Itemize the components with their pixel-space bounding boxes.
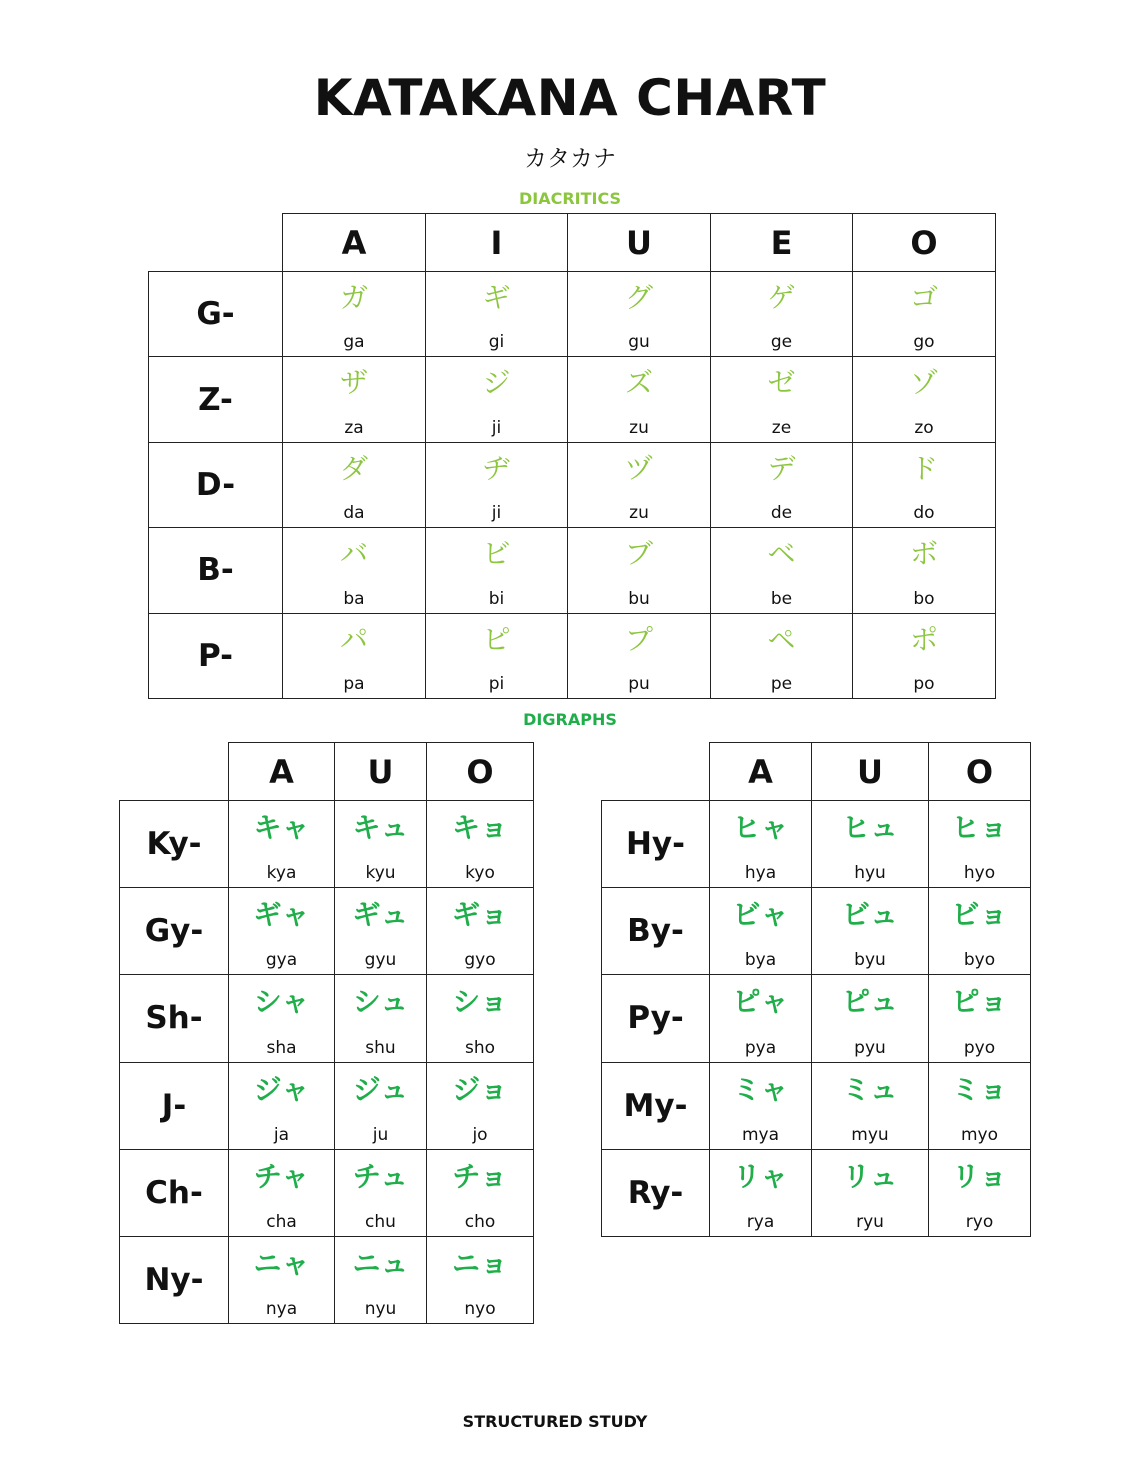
katakana-character: キュ <box>352 811 409 844</box>
romaji-reading: kyu <box>365 863 396 884</box>
katakana-character: ダ <box>339 451 368 485</box>
kana-cell <box>710 271 853 357</box>
kana-cell <box>426 1149 534 1237</box>
romaji-reading: zu <box>629 417 649 438</box>
katakana-character: ピョ <box>951 985 1008 1019</box>
romaji-reading: de <box>770 503 793 524</box>
romaji-reading: za <box>344 417 364 438</box>
kana-cell <box>710 442 853 528</box>
romaji-reading: zo <box>914 417 934 438</box>
row-label: D- <box>148 442 283 528</box>
katakana-character: シャ <box>253 985 310 1019</box>
kana-cell <box>709 887 812 975</box>
kana-cell <box>334 887 427 975</box>
romaji-reading: zu <box>629 503 649 524</box>
katakana-character: チョ <box>452 1159 508 1193</box>
kana-cell <box>928 974 1031 1062</box>
column-header: A <box>709 742 812 801</box>
kana-cell <box>425 527 568 613</box>
row-label: Py- <box>601 974 710 1062</box>
romaji-reading: kya <box>266 863 297 884</box>
katakana-character: ジ <box>482 366 511 400</box>
romaji-reading: sha <box>266 1037 297 1058</box>
romaji-reading: gyu <box>364 950 397 971</box>
katakana-character: ボ <box>909 537 938 571</box>
romaji-reading: ze <box>771 417 792 438</box>
row-label: G- <box>148 271 283 357</box>
romaji-reading: gi <box>488 332 505 353</box>
kana-cell <box>852 356 996 442</box>
katakana-character: ゾ <box>909 366 938 400</box>
romaji-reading: ge <box>770 332 793 353</box>
kana-cell <box>567 527 711 613</box>
kana-cell <box>334 1236 427 1324</box>
romaji-reading: pu <box>628 673 650 694</box>
romaji-reading: nyo <box>464 1299 496 1320</box>
kana-cell <box>426 800 534 888</box>
footer-brand: STRUCTURED STUDY <box>462 1412 648 1431</box>
kana-cell <box>567 613 711 699</box>
katakana-character: ビ <box>482 537 511 571</box>
katakana-character: キャ <box>253 811 310 844</box>
romaji-reading: nyu <box>364 1299 397 1320</box>
kana-cell <box>334 1062 427 1150</box>
katakana-character: リョ <box>951 1159 1008 1193</box>
row-label: My- <box>601 1062 710 1150</box>
katakana-character: チュ <box>352 1159 409 1193</box>
romaji-reading: da <box>343 503 365 524</box>
romaji-reading: pya <box>744 1037 777 1058</box>
romaji-reading: myo <box>960 1124 999 1145</box>
katakana-character: ザ <box>339 366 368 400</box>
romaji-reading: pyo <box>963 1037 996 1058</box>
row-label: J- <box>119 1062 229 1150</box>
romaji-reading: hya <box>744 863 777 884</box>
row-label: P- <box>148 613 283 699</box>
katakana-character: ニョ <box>451 1247 508 1280</box>
row-label: Sh- <box>119 974 229 1062</box>
kana-cell <box>709 1149 812 1237</box>
kana-cell <box>567 271 711 357</box>
katakana-character: ピ <box>482 622 511 656</box>
kana-cell <box>425 613 568 699</box>
katakana-character: ニャ <box>253 1247 310 1280</box>
romaji-reading: po <box>913 673 935 694</box>
katakana-character: ギ <box>482 281 511 314</box>
katakana-character: プ <box>624 622 653 656</box>
katakana-character: ギョ <box>451 898 508 932</box>
katakana-character: ヒョ <box>951 811 1008 844</box>
kana-cell <box>228 887 335 975</box>
kana-cell <box>228 800 335 888</box>
section-heading-diacritics: DIACRITICS <box>518 189 622 208</box>
romaji-reading: byu <box>854 950 886 971</box>
row-label: Hy- <box>601 800 710 888</box>
romaji-reading: gyo <box>464 950 496 971</box>
row-label: Ry- <box>601 1149 710 1237</box>
row-label: By- <box>601 887 710 975</box>
kana-cell <box>709 1062 812 1150</box>
romaji-reading: bya <box>744 950 777 971</box>
kana-cell <box>928 800 1031 888</box>
romaji-reading: do <box>913 503 935 524</box>
katakana-character: キョ <box>451 811 508 844</box>
katakana-character: ショ <box>452 985 508 1019</box>
katakana-character: ピャ <box>732 985 789 1019</box>
page-title: KATAKANA CHART <box>313 69 827 127</box>
kana-cell <box>811 800 929 888</box>
romaji-reading: pyu <box>854 1037 886 1058</box>
column-header: U <box>811 742 929 801</box>
kana-cell <box>425 356 568 442</box>
kana-cell <box>282 356 426 442</box>
romaji-reading: bu <box>628 588 650 609</box>
row-label: Gy- <box>119 887 229 975</box>
katakana-character: ペ <box>767 622 796 656</box>
romaji-reading: gya <box>265 950 298 971</box>
column-header: O <box>928 742 1031 801</box>
katakana-character: ズ <box>624 366 653 400</box>
kana-cell <box>852 271 996 357</box>
katakana-character: リュ <box>842 1159 898 1193</box>
kana-cell <box>426 1062 534 1150</box>
romaji-reading: hyo <box>963 863 996 884</box>
kana-cell <box>710 356 853 442</box>
column-header: E <box>710 213 853 272</box>
row-label: B- <box>148 527 283 613</box>
katakana-character: ゴ <box>909 281 938 314</box>
row-label: Ch- <box>119 1149 229 1237</box>
katakana-character: ビュ <box>841 898 898 932</box>
kana-cell <box>334 800 427 888</box>
kana-cell <box>282 527 426 613</box>
katakana-character: バ <box>339 537 368 571</box>
kana-cell <box>228 974 335 1062</box>
romaji-reading: ryo <box>965 1211 994 1232</box>
katakana-character: ギャ <box>253 898 310 932</box>
katakana-character: ヂ <box>482 451 511 485</box>
romaji-reading: cha <box>266 1211 297 1232</box>
kana-cell <box>567 442 711 528</box>
kana-cell <box>228 1236 335 1324</box>
romaji-reading: rya <box>746 1211 775 1232</box>
romaji-reading: bi <box>488 588 505 609</box>
romaji-reading: chu <box>365 1211 396 1232</box>
katakana-character: ベ <box>767 537 796 571</box>
column-header: I <box>425 213 568 272</box>
katakana-character: ビョ <box>951 898 1008 932</box>
katakana-character: ニュ <box>352 1247 409 1280</box>
kana-cell <box>852 613 996 699</box>
kana-cell <box>425 271 568 357</box>
romaji-reading: mya <box>741 1124 780 1145</box>
romaji-reading: ju <box>372 1124 389 1145</box>
romaji-reading: ja <box>273 1124 290 1145</box>
kana-cell <box>928 1149 1031 1237</box>
kana-cell <box>426 974 534 1062</box>
romaji-reading: sho <box>464 1037 496 1058</box>
katakana-character: ガ <box>339 281 368 314</box>
kana-cell <box>811 1062 929 1150</box>
romaji-reading: byo <box>963 950 996 971</box>
kana-cell <box>710 613 853 699</box>
katakana-character: ヅ <box>624 451 653 485</box>
romaji-reading: ryu <box>856 1211 884 1232</box>
kana-cell <box>811 1149 929 1237</box>
katakana-character: シュ <box>352 985 409 1019</box>
kana-cell <box>811 974 929 1062</box>
katakana-character: デ <box>767 451 796 485</box>
katakana-character: ジュ <box>352 1072 409 1106</box>
romaji-reading: gu <box>628 332 650 353</box>
section-heading-digraphs: DIGRAPHS <box>523 710 617 729</box>
column-header: A <box>282 213 426 272</box>
romaji-reading: pi <box>488 673 505 694</box>
kana-cell <box>282 442 426 528</box>
katakana-character: ブ <box>624 537 653 571</box>
kana-cell <box>334 974 427 1062</box>
kana-cell <box>334 1149 427 1237</box>
kana-cell <box>709 974 812 1062</box>
katakana-character: ミョ <box>951 1072 1008 1106</box>
katakana-character: ゼ <box>767 366 796 400</box>
kana-cell <box>928 1062 1031 1150</box>
romaji-reading: go <box>913 332 935 353</box>
romaji-reading: jo <box>472 1124 488 1145</box>
katakana-character: ポ <box>909 622 938 656</box>
romaji-reading: nya <box>265 1299 298 1320</box>
column-header: O <box>852 213 996 272</box>
kana-cell <box>811 887 929 975</box>
katakana-character: ギュ <box>352 898 409 932</box>
romaji-reading: ji <box>491 417 502 438</box>
kana-cell <box>710 527 853 613</box>
column-header: U <box>567 213 711 272</box>
kana-cell <box>282 271 426 357</box>
romaji-reading: be <box>770 588 793 609</box>
kana-cell <box>426 1236 534 1324</box>
kana-cell <box>709 800 812 888</box>
katakana-character: ビャ <box>732 898 789 932</box>
kana-cell <box>852 527 996 613</box>
kana-cell <box>282 613 426 699</box>
katakana-character: ミャ <box>732 1072 789 1106</box>
romaji-reading: pa <box>343 673 365 694</box>
column-header: U <box>334 742 427 801</box>
column-header: A <box>228 742 335 801</box>
katakana-character: グ <box>624 281 653 314</box>
kana-cell <box>228 1062 335 1150</box>
row-label: Ny- <box>119 1236 229 1324</box>
romaji-reading: kyo <box>465 863 495 884</box>
column-header: O <box>426 742 534 801</box>
kana-cell <box>928 887 1031 975</box>
katakana-character: ヒャ <box>732 811 789 844</box>
kana-cell <box>425 442 568 528</box>
katakana-character: チャ <box>253 1159 310 1193</box>
katakana-character: ヒュ <box>841 811 898 844</box>
katakana-character: ゲ <box>767 281 796 314</box>
katakana-character: ド <box>909 451 938 485</box>
kana-cell <box>228 1149 335 1237</box>
katakana-character: ピュ <box>841 985 898 1019</box>
romaji-reading: hyu <box>854 863 886 884</box>
romaji-reading: shu <box>365 1037 396 1058</box>
page-subtitle: カタカナ <box>524 146 616 172</box>
kana-cell <box>852 442 996 528</box>
romaji-reading: ba <box>343 588 365 609</box>
kana-cell <box>567 356 711 442</box>
romaji-reading: pe <box>770 673 793 694</box>
katakana-character: ジョ <box>452 1072 508 1106</box>
row-label: Z- <box>148 356 283 442</box>
row-label: Ky- <box>119 800 229 888</box>
romaji-reading: ji <box>491 503 502 524</box>
romaji-reading: bo <box>913 588 935 609</box>
romaji-reading: ga <box>343 332 365 353</box>
kana-cell <box>426 887 534 975</box>
katakana-character: パ <box>339 622 368 656</box>
katakana-character: ミュ <box>842 1072 898 1106</box>
romaji-reading: myu <box>851 1124 889 1145</box>
romaji-reading: cho <box>464 1211 496 1232</box>
katakana-character: リャ <box>732 1159 789 1193</box>
katakana-character: ジャ <box>253 1072 310 1106</box>
